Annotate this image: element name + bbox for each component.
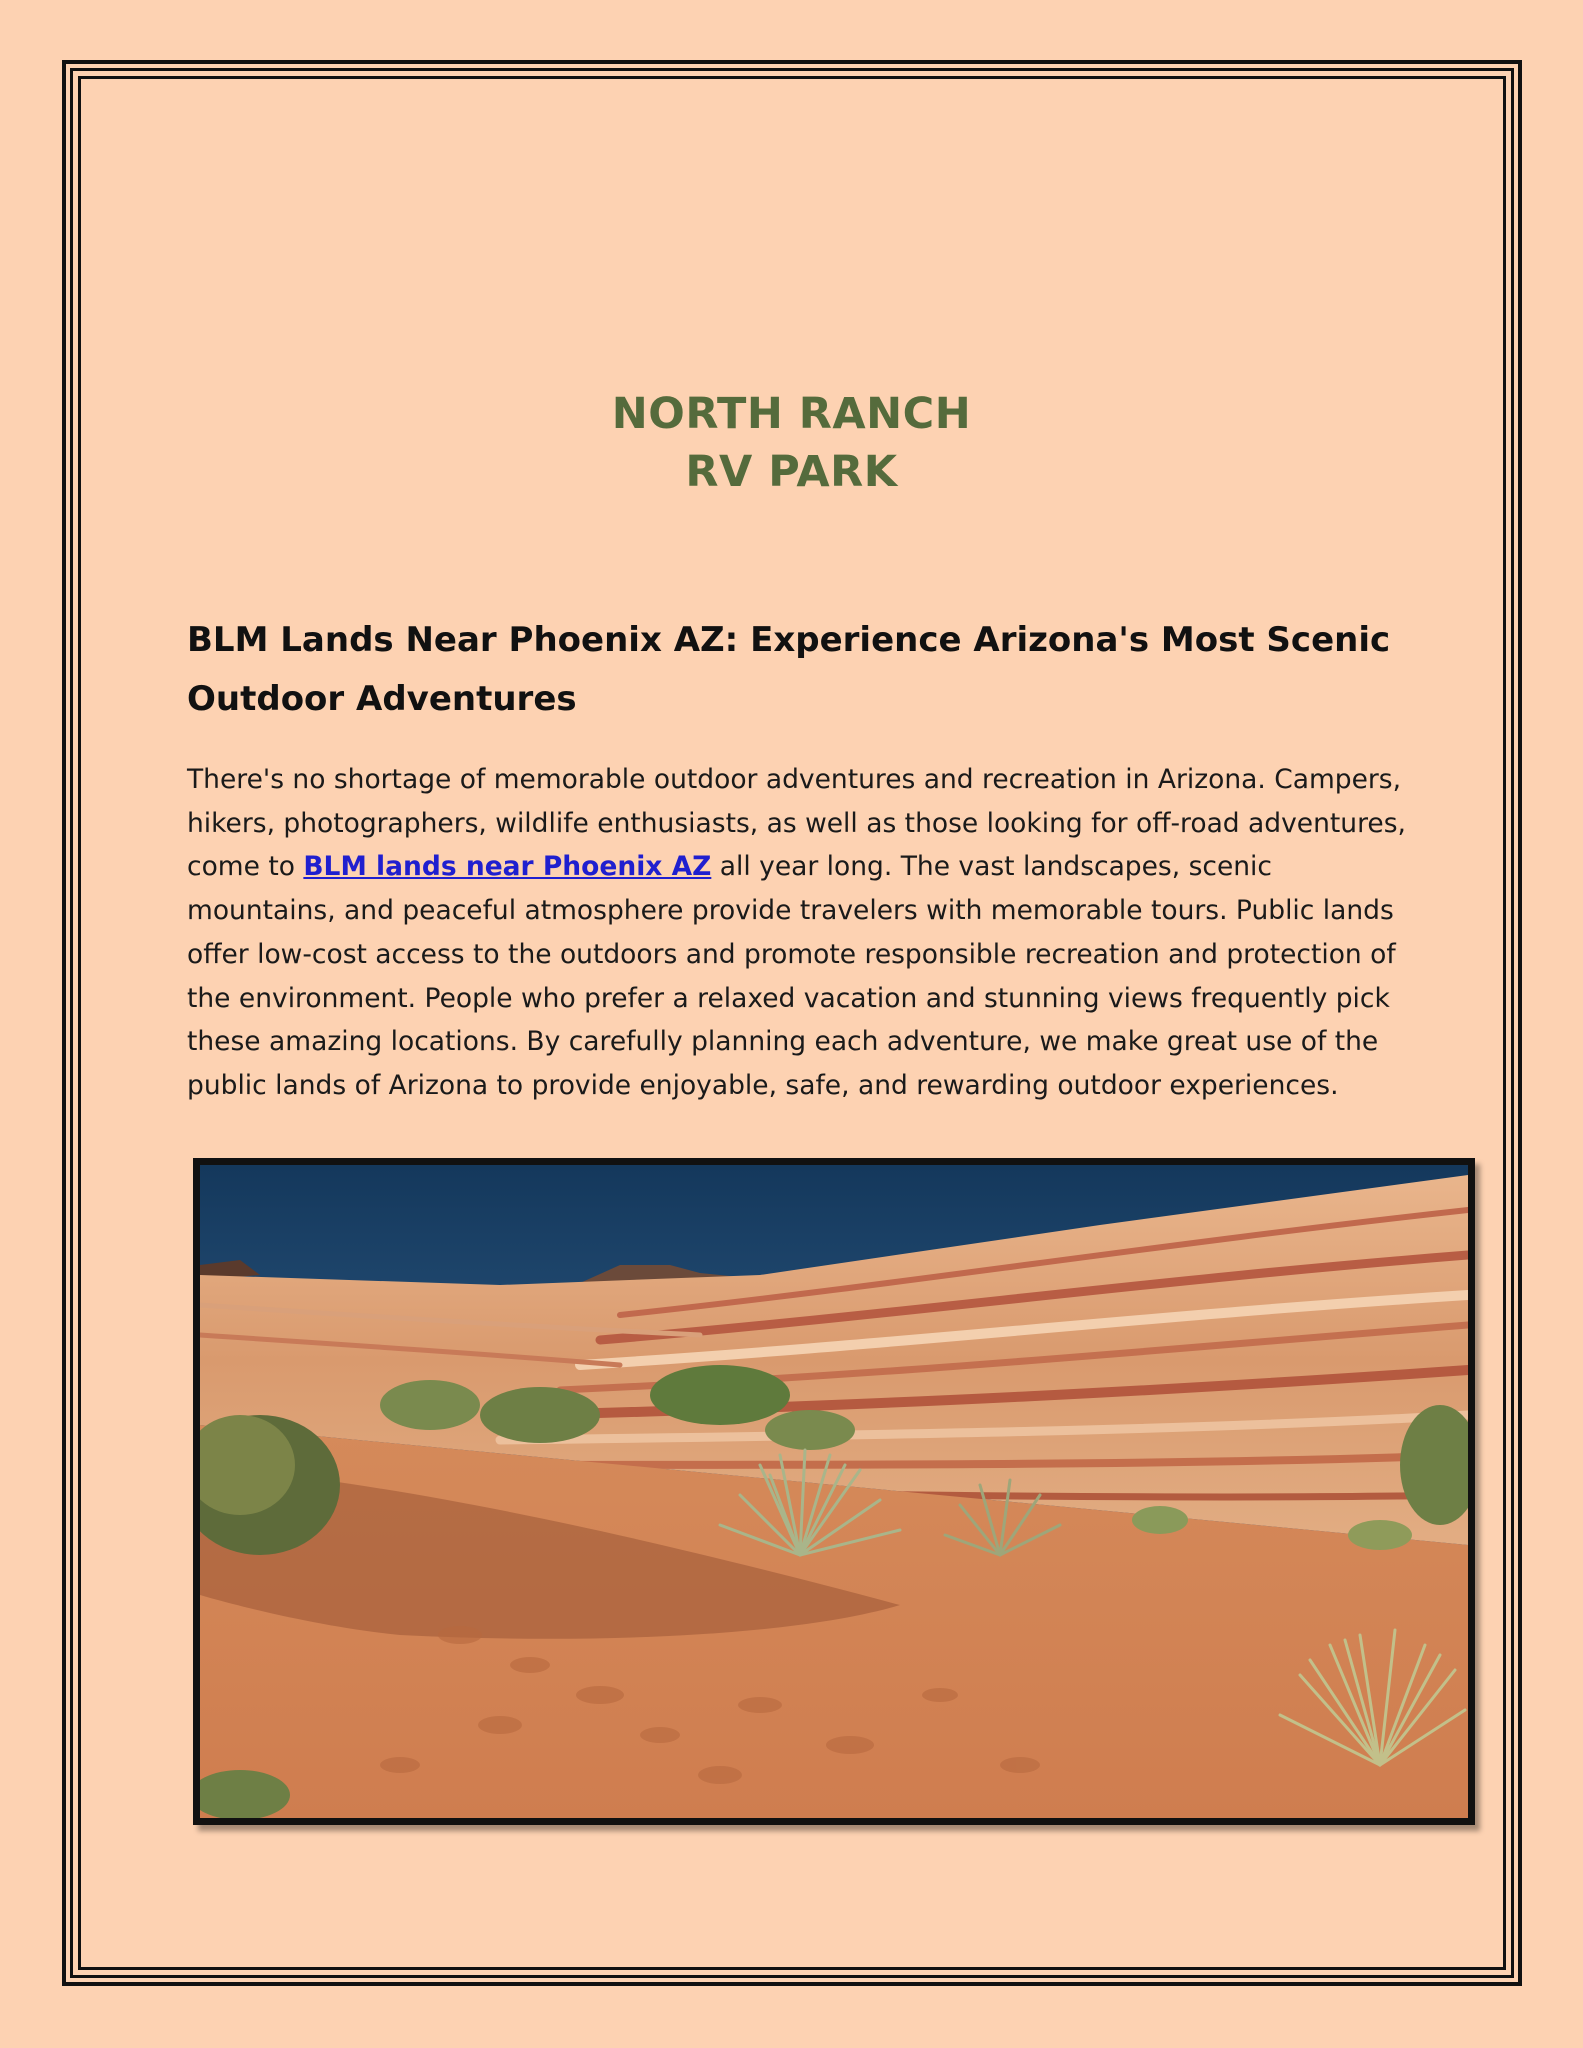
north-ranch-logo xyxy=(0,385,1583,501)
logo-line-1: NORTH RANCH xyxy=(611,389,972,439)
desert-landscape-photo xyxy=(193,1158,1475,1825)
logo-line-2: RV PARK xyxy=(685,447,898,497)
paragraph-text-start: There's no shortage of memorable outdoor adventures and recreation in Arizona. Campers, hikers, photographers, wildlife enthusiasts, as well as those looking for off-road adventures, come to xyxy=(187,764,1406,883)
blm-lands-link[interactable]: BLM lands near Phoenix AZ xyxy=(303,851,712,883)
article-paragraph xyxy=(187,758,1412,1108)
article-title: BLM Lands Near Phoenix AZ: Experience Arizona's Most Scenic Outdoor Adventures xyxy=(187,620,1391,719)
desert-landscape-illustration xyxy=(200,1165,1468,1818)
paragraph-text-end: all year long. The vast landscapes, scenic mountains, and peaceful atmosphere provide travelers with memorable tours. Public lands offer low-cost access to the outdoors and promote responsible recreation and protection of the environment. People who prefer a relaxed vacation and stunning views frequently pick these amazing locations. By carefully planning each adventure, we make great use of the public lands of Arizona to provide enjoyable, safe, and rewarding outdoor experiences. xyxy=(187,851,1396,1101)
